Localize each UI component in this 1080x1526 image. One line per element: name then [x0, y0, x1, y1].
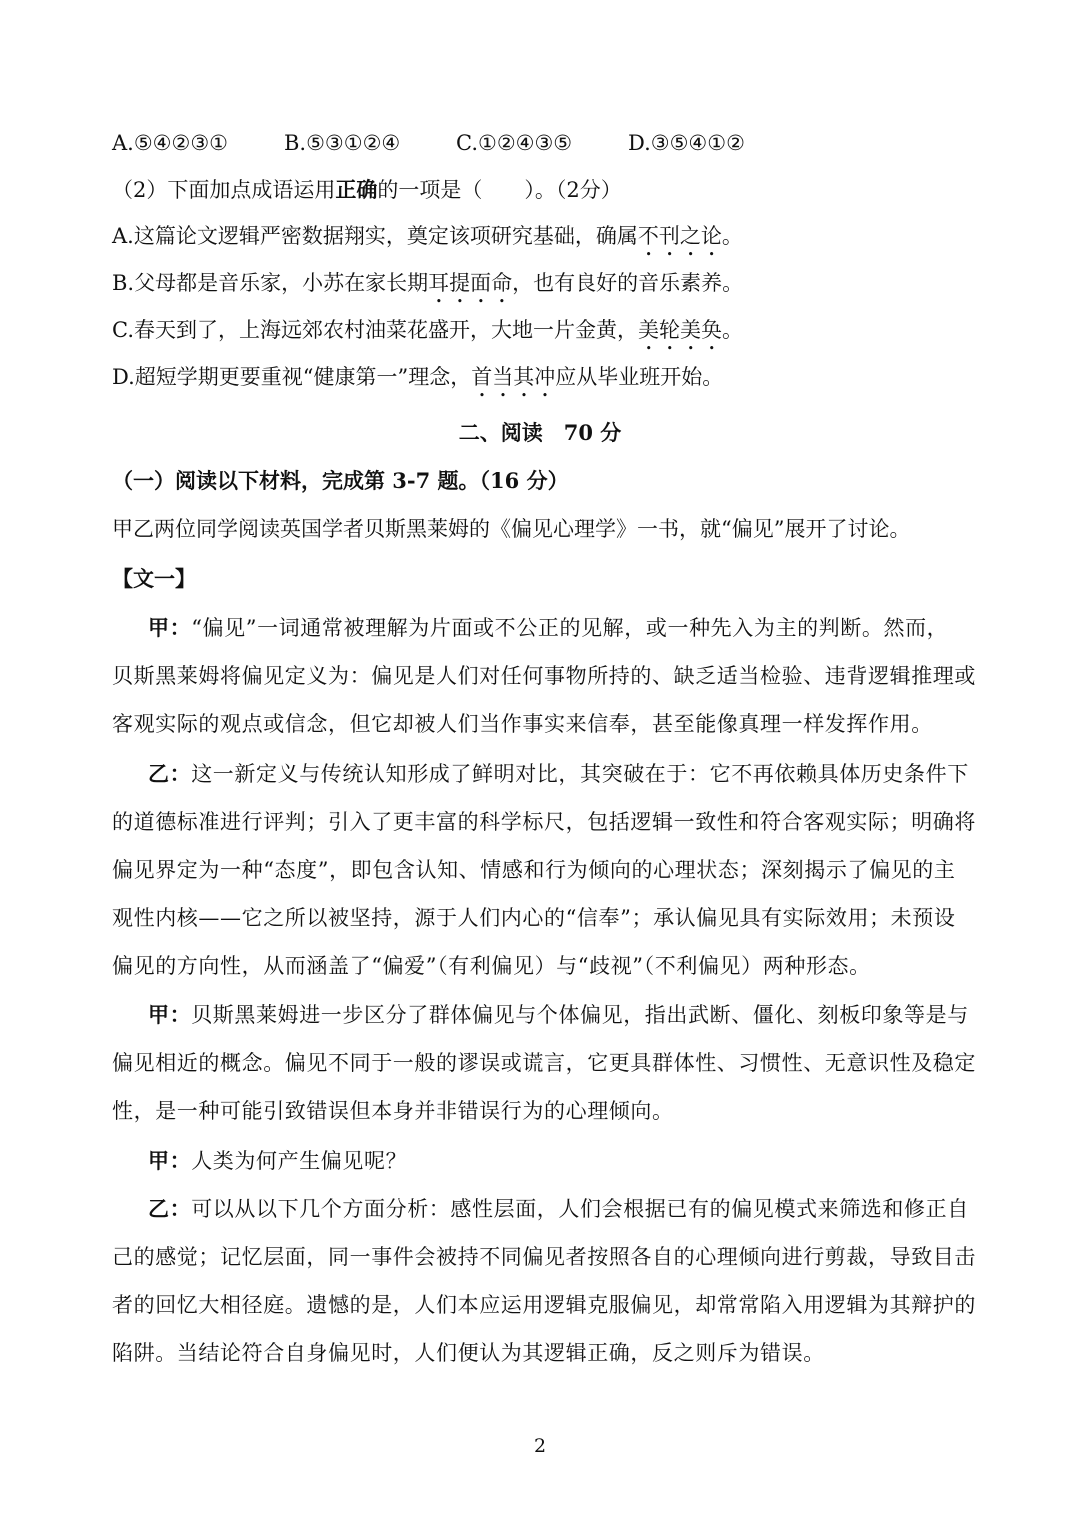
dialogue-line: 客观实际的观点或信念，但它却被人们当作事实来信奉，甚至能像真理一样发挥作用。 [112, 712, 933, 736]
speaker-label: 甲： [148, 615, 192, 640]
page-number: 2 [533, 1435, 547, 1457]
dialogue-line [148, 1194, 969, 1224]
q2-option-a-idiom: 不刊之论 [637, 224, 722, 248]
dialogue-text: 人类为何产生偏见呢？ [191, 1149, 408, 1173]
q1-option-d: D.③⑤④①② [628, 131, 745, 155]
q2-option-c-text: C.春天到了，上海远郊农村油菜花盛开，大地一片金黄， [112, 318, 638, 342]
dialogue-line [148, 759, 969, 789]
q2-option-a [112, 221, 743, 261]
q2-option-d-idiom: 首当其冲 [471, 365, 556, 389]
dialogue-line: 性，是一种可能引致错误但本身并非错误行为的心理倾向。 [112, 1099, 674, 1123]
speaker-label: 甲： [148, 1002, 192, 1027]
q2-option-d-text: D.超短学期更要重视“健康第一”理念， [112, 365, 472, 389]
dialogue-line [148, 1000, 969, 1030]
q1-option-a: A.⑤④②③① [112, 131, 228, 155]
dialogue-text: “偏见”一词通常被理解为片面或不公正的见解，或一种先入为主的判断。然而， [191, 616, 949, 640]
intro-text: 甲乙两位同学阅读英国学者贝斯黑莱姆的《偏见心理学》一书，就“偏见”展开了讨论。 [112, 517, 911, 541]
q2-option-b-end: ，也有良好的音乐素养。 [512, 271, 744, 295]
q2-option-c-idiom: 美轮美奂 [638, 318, 722, 342]
q2-option-a-end: 。 [721, 224, 743, 248]
dialogue-text: 这一新定义与传统认知形成了鲜明对比，其突破在于：它不再依赖具体历史条件下 [191, 762, 969, 786]
dialogue-line [148, 613, 948, 643]
dialogue-line [148, 1146, 407, 1176]
q2-option-b-text: B.父母都是音乐家，小苏在家长期 [112, 271, 429, 295]
q1-option-b: B.⑤③①②④ [284, 131, 401, 155]
dialogue-line: 的道德标准进行评判；引入了更丰富的科学标尺，包括逻辑一致性和符合客观实际；明确将 [112, 810, 976, 834]
dialogue-line: 陷阱。当结论符合自身偏见时，人们便认为其逻辑正确，反之则斥为错误。 [112, 1341, 825, 1365]
subsection-title: （一）阅读以下材料，完成第 3-7 题。（16 分） [112, 468, 569, 493]
speaker-label: 乙： [148, 761, 192, 786]
dialogue-line: 者的回忆大相径庭。遗憾的是，人们本应运用逻辑克服偏见，却常常陷入用逻辑为其辩护的 [112, 1293, 976, 1317]
speaker-label: 乙： [148, 1196, 192, 1221]
text-label: 【文一】 [112, 566, 196, 591]
dialogue-line: 偏见界定为一种“态度”，即包含认知、情感和行为倾向的心理状态；深刻揭示了偏见的主 [112, 858, 956, 882]
q2-option-c [112, 315, 743, 355]
section-title: 二、阅读 70 分 [458, 420, 622, 445]
q2-stem-text: （2）下面加点成语运用 [112, 178, 336, 202]
q2-option-c-end: 。 [722, 318, 743, 342]
q1-option-c: C.①②④③⑤ [456, 131, 573, 155]
q2-option-d [112, 362, 723, 402]
q2-option-d-end: 应从毕业班开始。 [555, 365, 724, 389]
q2-stem [112, 175, 622, 205]
dialogue-line: 观性内核——它之所以被坚持，源于人们内心的“信奉”；承认偏见具有实际效用；未预设 [112, 906, 956, 930]
q2-option-b-idiom: 耳提面命 [428, 271, 513, 295]
dialogue-line: 偏见的方向性，从而涵盖了“偏爱”（有利偏见）与“歧视”（不利偏见）两种形态。 [112, 954, 871, 978]
dialogue-text: 贝斯黑莱姆进一步区分了群体偏见与个体偏见，指出武断、僵化、刻板印象等是与 [191, 1003, 969, 1027]
dialogue-line: 偏见相近的概念。偏见不同于一般的谬误或谎言，它更具群体性、习惯性、无意识性及稳定 [112, 1051, 976, 1075]
q2-stem-suffix: 的一项是（ ）。（2分） [377, 178, 622, 202]
q2-option-a-text: A.这篇论文逻辑严密数据翔实，奠定该项研究基础，确属 [112, 224, 638, 248]
dialogue-line: 己的感觉；记忆层面，同一事件会被持不同偏见者按照各自的心理倾向进行剪裁，导致目击 [112, 1245, 976, 1269]
dialogue-line: 贝斯黑莱姆将偏见定义为：偏见是人们对任何事物所持的、缺乏适当检验、违背逻辑推理或 [112, 664, 976, 688]
speaker-label: 甲： [148, 1148, 192, 1173]
dialogue-text: 可以从以下几个方面分析：感性层面，人们会根据已有的偏见模式来筛选和修正自 [191, 1197, 969, 1221]
q1-options [112, 128, 745, 158]
q2-stem-emphasis: 正确 [335, 177, 378, 202]
q2-option-b [112, 268, 743, 308]
